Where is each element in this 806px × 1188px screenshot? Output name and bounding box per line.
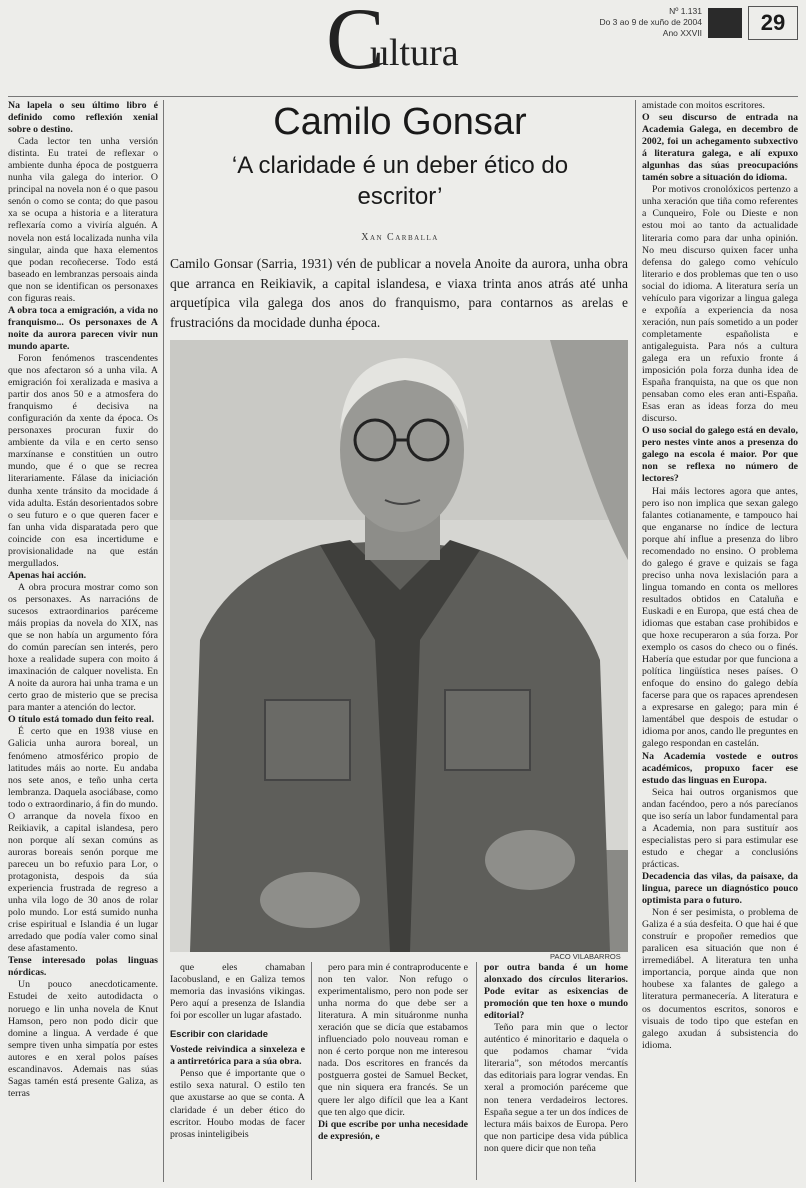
column-5: [642, 100, 798, 1182]
issue-year: Ano XXVII: [662, 28, 702, 38]
column-1: [8, 100, 158, 1182]
section-logo: [326, 0, 486, 94]
column-rule: [476, 962, 477, 1180]
issue-info: [599, 6, 702, 39]
body-paragraph: Cada lector ten unha versión distinta. Eu tratei de reflexar o ambiente dunha época de postguerra nunha vila galega do interior. O principal na novela non é o que pasou senón o como se conta; do que pasou xa se ocupa a historia e a literatura reflexaría como a viviría alguén. A novela non está localizada nunha vila singular, ainda que haxa elementos que podan recoñecerse. Todo está baseado en lembranzas persoais ainda que non se identifican os personaxes con figuras reais.: [8, 136, 158, 304]
article-lede: Camilo Gonsar (Sarria, 1931) vén de publicar a novela Anoite da aurora, unha obra que arranca en Reikiavik, a capital islandesa, e viaxa trinta anos atrás até unha arquetípica vila galega dos anos do franquismo, para contarnos as arelas e frustracións da mocidade dunha época.: [170, 256, 628, 330]
interview-question: Na lapela o seu último libro é definido como reflexión xenial sobre o destino.: [8, 100, 158, 136]
column-4: [484, 962, 628, 1180]
body-paragraph: Non é ser pesimista, o problema de Galiza é a súa desfeita. O que hai é que construír e propoñer remedios que paralicen esa situación que non é irremediábel. A literatura ten unha importancia, porque ainda que non houbese xa falantes de galego a literatura permanecería. A literatura e os documentos escritos, sonoros e visuais de todo tipo que estefan en galego axudan á subsistencia do idioma.: [642, 907, 798, 1051]
author-portrait-illustration: [170, 340, 628, 952]
interview-question: Na Academia vostede e outros académicos, propuxo facer ese estudo das linguas en Europa.: [642, 750, 798, 786]
body-paragraph: Hai máis lectores agora que antes, pero iso non implica que sexan galego falantes cotianamente, e tampouco hai que enganarse no índice de lectura porque ahí influe a presenza do libro recomendado no ensino. O problema do galego é grave e quizais se faga preciso unha nova lexislación para a lingua tomando en conta os mellores resultados obtidos en Cataluña e Euskadi e en Europa, que está chea de idiomas que estaban case prohibidos e que hoxe recuperaron a súa forza. Por exemplo os casos do checo ou o finés. Habería que estudar por que funciona a política lingüística neses países. O enfoque do ensino do galego debía facerse para que os rapaces aprendesen a expresarse en galego; para min é lamentábel que despois de estudar o idioma por anos, cando lle preguntes en galego respondan en castelán.: [642, 485, 798, 750]
interview-question: Vostede reivindica a sinxeleza e a antirretórica para a súa obra.: [170, 1044, 305, 1068]
body-paragraph: Por motivos cronolóxicos pertenzo a unha xeración que tiña como referentes a Cunqueiro, Fole ou Dieste e non estou moi ao tanto da actualidade literaria como para dar unha opinión. No meu discurso quixen facer unha defensa do galego como vehículo literario e dos problemas que ten o uso social do idioma. A literatura sería un vehículo para vigorizar a lingua galega e expoñía a experiencia da nosa xeración, nun país sometido a un poder completamente españolista e antigaleguista. Para nós a cultura galega era un refuxio fronte á imposición pola forza dunha idea de España franquista, na que os que non pensaban como eles eran anti-España. Esas eran as ideas forza do meu discurso.: [642, 184, 798, 425]
photo-credit: PACO VILABARROS: [550, 952, 621, 961]
body-paragraph: É certo que en 1938 viuse en Galicia unha aurora boreal, un fenómeno atmosférico propio de latitudes máis ao norte. Eu andaba nos sete anos, e teño unha certa lembranza. Daquela asociábase, como todo o extraordinario, á fin do mundo. O arranque da novela fíxoo en Reikiavik, a capital islandesa, pero non porque alí sexan comúns as auroras boreais senón porque me pareceu un bo refuxio para Lor, o protagonista, despois da súa experiencia frustrada de regreso a unha vila logo de 30 anos de rolar polo mundo. Lor está sumido nunha crise espiritual e Islandia é un lugar arredado que podía valer como sinal dese afastamento.: [8, 726, 158, 955]
interview-question: O seu discurso de entrada na Academia Galega, en decembro de 2002, foi un achegamento subxectivo á literatura galega, e alí expuxo algunhas das súas preocupacións tamén sobre a situación do idioma.: [642, 112, 798, 184]
article-subtitle: ‘A claridade é un deber ético do escritor’: [231, 152, 569, 210]
interview-question: A obra toca a emigración, a vida no franquismo... Os personaxes de A noite da aurora parecen vivir nun mundo aparte.: [8, 304, 158, 352]
author-photo: [170, 340, 628, 952]
page-number: 29: [748, 6, 798, 40]
body-paragraph: Foron fenómenos trascendentes que nos afectaron só a unha vila. A emigración foi xeralizada e masiva a partir dos anos 50 e a atmosfera do franquismo é decisiva na configuración da xente da época. Os personaxes procuran fuxir do ambiente da vila e en certo senso marxínanse e constitúen un outro mundo, que é o que se recrea literariamente. Fálase da iniciación dunha xente tránsito da mocidade á vida adulta. Están desorientados sobre o seu futuro e o que queren facer e fan unha vida disparatada pero que coincide con esa incertidume e provisionalidade na que están mergullados.: [8, 352, 158, 569]
header-rule: [8, 96, 798, 97]
column-2: [170, 962, 305, 1180]
body-paragraph: amistade con moitos escritores.: [642, 100, 765, 111]
interview-question: Di que escribe por unha necesidade de expresión, e: [318, 1118, 468, 1142]
interview-question: Tense interesado polas linguas nórdicas.: [8, 955, 158, 979]
interview-question: por outra banda é un home alonxado dos círculos literarios. Pode evitar as esixencias de promoción que ten hoxe o mundo editorial?: [484, 962, 628, 1022]
byline: Xan Carballa: [361, 232, 439, 243]
issue-date: Do 3 ao 9 de xuño de 2004: [599, 17, 702, 27]
body-paragraph: Seica hai outros organismos que andan facéndoo, pero a nós parecíanos que iso sería un labor fundamental para a Academia, non para sustituír aos especialistas pero si para estimular ese estudo e chegar a conclusións prácticas.: [642, 786, 798, 870]
interview-question: Decadencia das vilas, da paisaxe, da lingua, parece un diagnóstico pouco optimista para o futuro.: [642, 871, 798, 907]
issue-number: Nº 1.131: [669, 6, 702, 16]
interview-question: O uso social do galego está en devalo, pero nestes vinte anos a presenza do galego na escola é maior. Por que non se reflexa no número de lectores?: [642, 425, 798, 485]
body-paragraph: Penso que é importante que o estilo sexa natural. O estilo ten que axustarse ao que se conta. A claridade é un deber ético do escritor. Houbo modas de facer prosas ininteligibeis: [170, 1068, 305, 1140]
column-rule: [311, 962, 312, 1180]
interview-question: Apenas hai acción.: [8, 569, 87, 581]
section-logo-text: ultura: [370, 32, 459, 74]
body-paragraph: que eles chamaban Iacobusland, e en Galiza temos memoria das invasións vikingas. Pero aquí a presenza de Islandia foi por escoller un lugar afastado.: [170, 962, 305, 1022]
body-paragraph: Teño para min que o lector auténtico é minoritario e daquela o que podamos chamar “vida literaria”, son métodos mercantís das editoriais para lograr vendas. En xeral a promoción paréceme que non tenera verdadeiros lectores. España segue a ter un dos índices de lectura máis baixos de Europa. Pero que non participe desa vida pública non quere dicir que non teña: [484, 1022, 628, 1154]
interview-question: O título está tomado dun feito real.: [8, 714, 154, 726]
body-paragraph: A obra procura mostrar como son os personaxes. As narracións de sucesos extraordinarios paréceme máis propias da novela do XIX, nas que se non había un argumento fóra do común parecían sen interés, pero hoxe a realidade supera con moito á imaxinación de calquer novelista. En A noite da aurora hai unha trama e un certo grao de misterio que se precisa para manter a atención do lector.: [8, 581, 158, 714]
body-paragraph: Un pouco anecdoticamente. Estudei de xeito autodidacta o noruego e lin unha novela de Knut Hamson, pero non podo dicir que domine a lingua. A verdade é que sempre tiven unha simpatía por estes autores e en xeral polos países escandinavos. Ademais nas súas Sagas tamén está presente Galiza, as terras: [8, 979, 158, 1099]
section-subheading: Escribir con claridade: [170, 1028, 268, 1040]
column-3: [318, 962, 468, 1180]
newspaper-logo: [708, 8, 742, 38]
column-rule-left: [163, 100, 164, 1182]
body-paragraph: pero para min é contraproducente e non ten valor. Non refugo o experimentalismo, pero non pode ser unha norma do que debe ser a literatura. A min situáronme nunha xeración que se dicía que estabamos influenciado polo nouveau roman e non é certo porque non me interesou nada. Dos escritores en francés da postguerra gostei de Samuel Becket, que nin siquera era francés. Se un quere ler algo difícil que lea a Kant que ten algo que dicir.: [318, 962, 468, 1118]
section-logo-initial: C: [326, 0, 385, 88]
column-rule-right: [635, 100, 636, 1182]
article-title: Camilo Gonsar: [273, 101, 527, 143]
